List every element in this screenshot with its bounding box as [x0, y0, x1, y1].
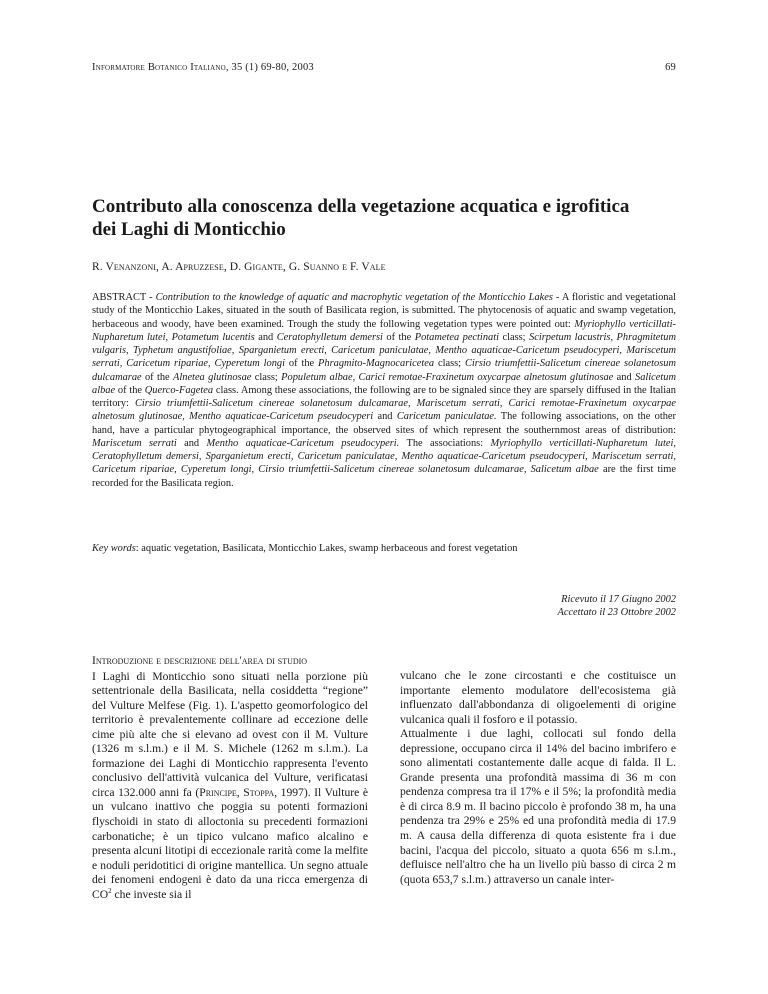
abstract-text: and	[616, 371, 632, 383]
abstract-text: The associations:	[406, 437, 484, 449]
abstract-text: and	[258, 331, 274, 343]
body-text: , 1997). Il Vulture è un vulcano inattivo che poggia su potenti formazioni flyschoidi in stato di alloctonia su precedenti formazioni carbonatiche; è un tipico vulcano mafico alcalino e presenta alcuni litotipi di eccezionale rarità come la melfite e noduli peridotitici di origine mantellica. Un segno attuale dei fenomeni endogeni è dato da una ricca emergenza di CO	[92, 785, 368, 901]
keywords-label: Key words	[92, 543, 136, 554]
running-header	[92, 62, 676, 78]
body-paragraph: vulcano che le zone circostanti e che costituisce un importante elemento modulatore dell'ecosistema già influenzato dall'abbondanza di oligoelementi di origine vulcanica quali il fosforo e il potassio.	[400, 669, 676, 726]
right-column	[400, 669, 676, 887]
keywords-text: : aquatic vegetation, Basilicata, Monticchio Lakes, swamp herbaceous and forest vegetation	[135, 543, 518, 554]
received-date: Ricevuto il 17 Giugno 2002	[561, 594, 676, 605]
taxon-name: Potametea pectinati	[414, 331, 499, 343]
title-line-2: dei Laghi di Monticchio	[92, 219, 286, 240]
taxon-name: Alnetea glutinosae	[173, 371, 252, 383]
abstract-text: class;	[502, 331, 526, 343]
taxon-name: Ceratophylletum demersi	[276, 331, 383, 343]
taxon-name: Querco-Fagetea	[144, 384, 214, 396]
section-heading: Introduzione e descrizione dell'area di studio	[92, 654, 308, 667]
abstract-text: class;	[254, 371, 278, 383]
abstract-text: class. Among these associations, the following are to be signaled since they are sparsely diffused in the Italian territory:	[92, 384, 676, 409]
abstract-text: are the first time recorded for the Basilicata region.	[92, 464, 676, 489]
abstract-label: ABSTRACT	[92, 292, 147, 303]
body-text: I Laghi di Monticchio sono situati nella porzione più settentrionale della Basilicata, nella cosiddetta “regione” del Vulture Melfese (Fig. 1). L'aspetto geomorfologico del territorio è prevalentemente collinare ad eccezione delle cime più alte che si elevano ad ovest con il M. Vulture (1326 m s.l.m.) e il M. S. Michele (1262 m s.l.m.). La formazione dei Laghi di Monticchio rappresenta l'evento conclusivo dell'attività vulcanica del Vulture, verificatasi circa 132.000 anni fa (	[92, 669, 368, 799]
abstract-text: of the	[117, 384, 142, 396]
abstract-text: and	[184, 437, 200, 449]
taxon-name: Populetum albae, Carici remotae-Fraxinetum oxycarpae alnetosum glutinosae	[281, 371, 614, 383]
abstract-text: class;	[437, 358, 462, 370]
taxon-name: Cirsio triumfettii-Salicetum cinereae solanetosum dulcamarae, Mariscetum serrati, Carici remotae-Fraxinetum oxycarpae alnetosum glutinosae, Mentho aquaticae-Caricetum pseudocyperi	[92, 398, 676, 423]
title-line-1: Contributo alla conoscenza della vegetazione acquatica e igrofitica	[92, 196, 630, 217]
taxon-name: Mariscetum serrati	[92, 437, 177, 449]
journal-citation: Informatore Botanico Italiano, 35 (1) 69-80, 2003	[92, 62, 314, 73]
left-column	[92, 654, 368, 902]
abstract-text: of the	[386, 331, 412, 343]
taxon-name: Cirsio triumfettii-Salicetum cinereae solanetosum dulcamarae	[92, 358, 676, 383]
keywords	[92, 543, 676, 554]
taxon-name: Phragmito-Magnocaricetea	[318, 358, 435, 370]
page-number: 69	[665, 62, 676, 73]
abstract-text: and	[377, 411, 393, 423]
body-text: che investe sia il	[111, 887, 192, 901]
paper-title	[92, 195, 692, 241]
author-list: R. Venanzoni, A. Apruzzese, D. Gigante, G. Suanno e F. Vale	[92, 261, 386, 273]
taxon-name: Myriophyllo verticillati-Nupharetum lutei, Potametum lucentis	[92, 318, 676, 343]
taxon-name: Scirpetum lacustris, Phragmitetum vulgaris, Typhetum angustifoliae, Sparganietum erecti, Caricetum paniculatae, Mentho aquaticae-Caricetum pseudocyperi, Mariscetum serrati, Caricetum ripariae, Cyperetum longi	[92, 331, 676, 370]
abstract-text: The following associations, on the other hand, have a particular phytogeographical importance, the observed sites of which represent the southernmost areas of distribution:	[92, 411, 676, 436]
body-paragraph: Attualmente i due laghi, collocati sul fondo della depressione, occupano circa il 14% del bacino imbrifero e sono alimentati costantemente dalle acque di falda. Il L. Grande presenta una profondità massima di 36 m con pendenza compresa tra il 17% e il 5%; la profondità media è di circa 8.9 m. Il bacino piccolo è profondo 38 m, ha una pendenza tra 29% e 25% ed una profondità media di 17.9 m. A causa della differenza di quota esistente fra i due bacini, l'acqua del piccolo, situato a quota 656 m s.l.m., defluisce nell'altro che ha un livello più basso di circa 2 m (quota 653,7 s.l.m.) attraverso un canale inter-	[400, 727, 676, 886]
taxon-name: Salicetum albae	[92, 371, 676, 396]
body-paragraph	[92, 670, 368, 903]
abstract-text: A floristic and vegetational study of the Monticchio Lakes, situated in the south of Basilicata region, is submitted. The phytocenosis of aquatic and swamp vegetation, herbaceous and woody, have been examined. Trough the study the following vegetation types were pointed out:	[92, 292, 676, 330]
abstract-text: of the	[288, 358, 315, 370]
accepted-date: Accettato il 23 Ottobre 2002	[557, 607, 676, 618]
abstract-text: of the	[144, 371, 170, 383]
subscript-text: 2	[108, 886, 112, 895]
taxon-name: Mentho aquaticae-Caricetum pseudocyperi.	[206, 437, 400, 449]
abstract: ABSTRACT - Contribution to the knowledge of aquatic and macrophytic vegetation of the Monticchio Lakes - A floristic and vegetational study of the Monticchio Lakes, situated in the south of Basilicata region, is submitted. The phytocenosis of aquatic and swamp vegetation, herbaceous and woody, have been examined. Trough the study the following vegetation types were pointed out: Myriophyllo verticillati-Nupharetum lutei, Potametum lucentis and Ceratophylletum demersi of the Potametea pectinati class; Scirpetum lacustris, Phragmitetum vulgaris, Typhetum angustifoliae, Sparganietum erecti, Caricetum paniculatae, Mentho aquaticae-Caricetum pseudocyperi, Mariscetum serrati, Caricetum ripariae, Cyperetum longi of the Phragmito-Magnocaricetea class; Cirsio triumfettii-Salicetum cinereae solanetosum dulcamarae of the Alnetea glutinosae class; Populetum albae, Carici remotae-Fraxinetum oxycarpae alnetosum glutinosae and Salicetum albae of the Querco-Fagetea class. Among these associations, the following are to be signaled since they are sparsely diffused in the Italian territory: Cirsio triumfettii-Salicetum cinereae solanetosum dulcamarae, Mariscetum serrati, Carici remotae-Fraxinetum oxycarpae alnetosum glutinosae, Mentho aquaticae-Caricetum pseudocyperi and Caricetum paniculatae. The following associations, on the other hand, have a particular phytogeographical importance, the observed sites of which represent the southernmost areas of distribution: Mariscetum serrati and Mentho aquaticae-Caricetum pseudocyperi. The associations: Myriophyllo verticillati-Nupharetum lutei, Ceratophylletum demersi, Sparganietum erecti, Caricetum paniculatae, Mentho aquaticae-Caricetum pseudocyperi, Mariscetum serrati, Caricetum ripariae, Cyperetum longi, Cirsio triumfettii-Salicetum cinereae solanetosum dulcamarae, Salicetum albae are the first time recorded for the Basilicata region.	[92, 292, 676, 489]
citation: Principe, Stoppa	[199, 785, 275, 799]
taxon-name: Myriophyllo verticillati-Nupharetum lutei, Ceratophylletum demersi, Sparganietum erecti, Caricetum paniculatae, Mentho aquaticae-Caricetum pseudocyperi, Mariscetum serrati, Caricetum ripariae, Cyperetum longi, Cirsio triumfettii-Salicetum cinereae solanetosum dulcamarae, Salicetum albae	[92, 437, 676, 476]
taxon-name: Caricetum paniculatae.	[396, 411, 497, 423]
received-dates	[557, 593, 676, 619]
abstract-title: Contribution to the knowledge of aquatic and macrophytic vegetation of the Monticchio Lakes	[155, 292, 553, 303]
